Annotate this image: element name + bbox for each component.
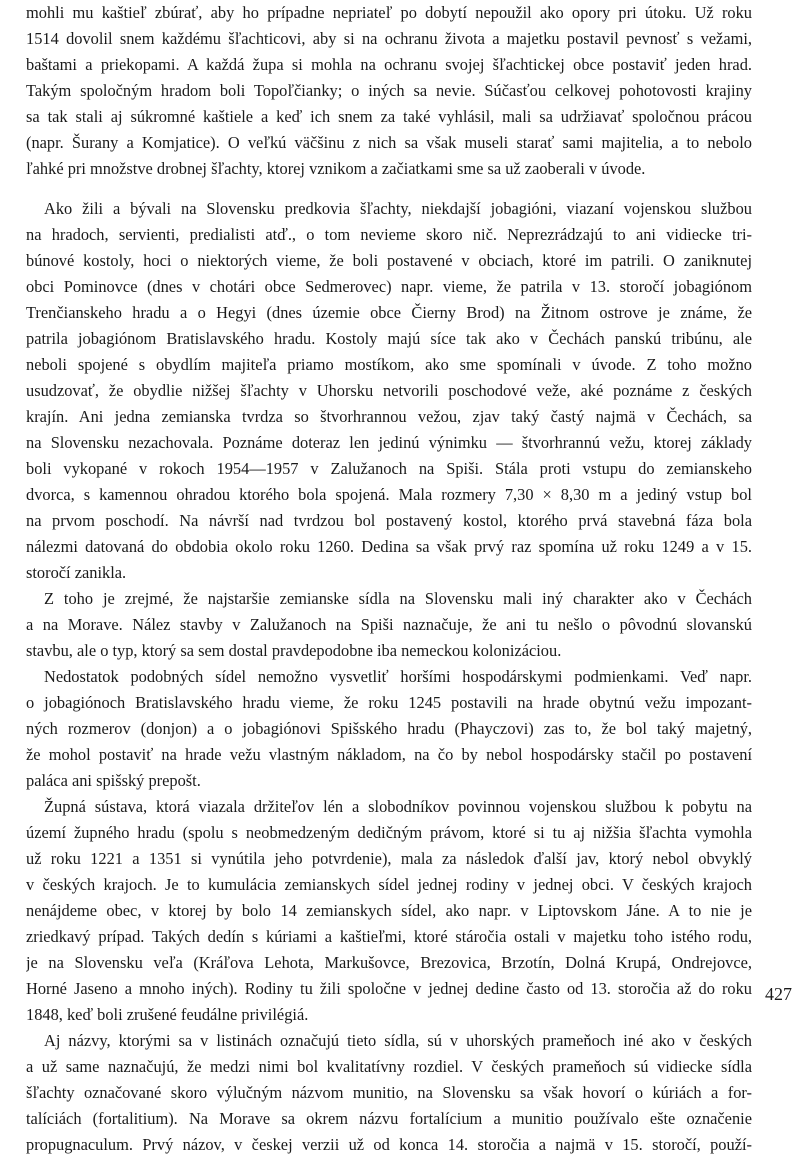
text-line: mohli mu kaštieľ zbúrať, aby ho prípadne nepriateľ po dobytí nepoužil ako opory pri útoku. Už roku <box>26 3 752 22</box>
text-line: storočí zanikla. <box>26 563 127 582</box>
text-line: 1514 dovolil snem každému šľachticovi, aby si na ochranu života a majetku postavil pevnosť s vežami, <box>26 29 752 48</box>
text-line: ľahké pri množstve drobnej šľachty, ktorej vznikom a začiatkami sme sa už zaoberali v úvode. <box>26 159 646 178</box>
text-line: boli vykopané v rokoch 1954—1957 v Zalužanoch na Spiši. Stála proti vstupu do zemianskeho <box>26 459 752 478</box>
text-line: území župného hradu (spolu s neobmedzeným dedičným právom, ktoré si tu aj nižšia šľachta vymohla <box>26 823 752 842</box>
text-line: krajín. Ani jedna zemianska tvrdza so štvorhrannou vežou, zjav taký častý najmä v Čechách, sa <box>26 407 752 426</box>
text-line: ných rozmerov (donjon) a o jobagiónovi Spišského hradu (Phayczovi) zas to, že bol taký majetný, <box>26 719 752 738</box>
text-line: Horné Jaseno a mnoho iných). Rodiny tu žili spoločne v jednej dedine často od 13. storočia až do roku <box>26 979 752 998</box>
text-line: Nedostatok podobných sídel nemožno vysvetliť horšími hospodárskymi podmienkami. Veď napr. <box>44 667 752 686</box>
text-line: obci Pominovce (dnes v chotári obce Sedmerovec) napr. vieme, že patrila v 13. storočí jobagiónom <box>26 277 752 296</box>
text-line: a na Morave. Nález stavby v Zalužanoch na Spiši naznačuje, že ani tu nešlo o pôvodnú slovanskú <box>26 615 752 634</box>
text-line: šľachty označované skoro výlučným názvom munitio, na Slovensku sa však hovorí o kúriách a for- <box>26 1083 752 1102</box>
text-line: na hradoch, servienti, predialisti atď., o tom nevieme skoro nič. Neprezrádzajú to ani vidiecke tri- <box>26 225 752 244</box>
text-line: usudzovať, že obydlie nižšej šľachty v Uhorsku netvorili poschodové veže, aké poznáme z českých <box>26 381 752 400</box>
text-line: búnové kostoly, hoci o niektorých vieme, že boli postavené v obciach, ktoré im patrili. O zaniknutej <box>26 251 752 270</box>
text-line: už roku 1221 a 1351 si vynútila jeho potvrdenie), mala za následok ďalší jav, ktorý nebol obvyklý <box>26 849 752 868</box>
text-line: talíciách (fortalitium). Na Morave sa okrem názvu fortalícium a munitio používalo ešte označenie <box>26 1109 752 1128</box>
text-line: Ako žili a bývali na Slovensku predkovia šľachty, niekdajší jobagióni, viazaní vojenskou službou <box>44 199 752 218</box>
text-line: baštami a priekopami. A každá župa si mohla na ochranu svojej šľachtickej obce postaviť jeden hrad. <box>26 55 752 74</box>
text-line: je na Slovensku veľa (Kráľova Lehota, Markušovce, Brezovica, Brzotín, Dolná Krupá, Ondrejovce, <box>26 953 752 972</box>
text-line: (napr. Šurany a Komjatice). O veľkú väčšinu z nich sa však museli starať sami majitelia, a to nebolo <box>26 133 752 152</box>
text-line: nenájdeme obec, v ktorej by bolo 14 zemianskych sídel, ako napr. v Liptovskom Jáne. A to nie je <box>26 901 752 920</box>
text-line: o jobagiónoch Bratislavského hradu vieme, že roku 1245 postavili na hrade obytnú vežu impozant- <box>26 693 752 712</box>
text-line: zriedkavý prípad. Takých dedín s kúriami a kaštieľmi, ktoré stáročia ostali v majetku toho istého rodu, <box>26 927 752 946</box>
text-line: na prvom poschodí. Na návrší nad tvrdzou bol postavený kostol, ktorého prvá stavebná fáza bola <box>26 511 752 530</box>
text-line: Župná sústava, ktorá viazala držiteľov lén a slobodníkov povinnou vojenskou službou k pobytu na <box>44 797 752 816</box>
page-number: 427 <box>765 984 792 1004</box>
paragraph-block-main <box>26 196 752 1158</box>
text-line: dvorca, s kamennou ohradou ktorého bola spojená. Mala rozmery 7,30 × 8,30 m a jediný vstup bol <box>26 485 752 504</box>
text-line: Z toho je zrejmé, že najstaršie zemianske sídla na Slovensku mali iný charakter ako v Čechách <box>44 589 752 608</box>
text-line: paláca ani spišský prepošt. <box>26 771 201 790</box>
paragraph-block-top <box>26 0 752 182</box>
text-line: 1848, keď boli zrušené feudálne privilégiá. <box>26 1005 309 1024</box>
text-line: Trenčianskeho hradu a o Hegyi (dnes územie obce Čierny Brod) na Žitnom ostrove je známe, že <box>26 303 752 322</box>
text-line: nálezmi datovaná do obdobia okolo roku 1260. Dedina sa však prvý raz spomína už roku 1249 a v 15. <box>26 537 752 556</box>
text-line: patrila jobagiónom Bratislavského hradu. Kostoly majú síce tak ako v Čechách panskú tribúnu, ale <box>26 329 752 348</box>
text-line: sa tak stali aj súkromné kaštiele a keď ich snem za také vyhlásil, mali sa udržiavať spoločnou prácou <box>26 107 752 126</box>
text-line: neboli spojené s obydlím majiteľa priamo mostíkom, ako sme spomínali v úvode. Z toho možno <box>26 355 752 374</box>
text-line: stavbu, ale o typ, ktorý sa sem dostal pravdepodobne iba nemeckou kolonizáciou. <box>26 641 562 660</box>
text-line: a už same naznačujú, že medzi nimi bol kvalitatívny rozdiel. V českých prameňoch sú vidiecke sídla <box>26 1057 752 1076</box>
text-line: že mohol postaviť na hrade vežu vlastným nákladom, na čo by nebol hospodársky stačil po postavení <box>26 745 752 764</box>
text-line: v českých krajoch. Je to kumulácia zemianskych sídel jednej rodiny v jednej obci. V českých krajoch <box>26 875 752 894</box>
text-line: na Slovensku nezachovala. Poznáme doteraz len jedinú výnimku — štvorhrannú vežu, ktorej základy <box>26 433 752 452</box>
text-line: Takým spoločným hradom boli Topoľčianky; o iných sa nevie. Súčasťou celkovej pohotovosti krajiny <box>26 81 752 100</box>
text-line: propugnaculum. Prvý názov, v českej verzii už od konca 14. storočia a najmä v 15. storočí, použí- <box>26 1135 752 1154</box>
text-line: Aj názvy, ktorými sa v listinách označujú tieto sídla, sú v uhorských prameňoch iné ako v českých <box>44 1031 752 1050</box>
